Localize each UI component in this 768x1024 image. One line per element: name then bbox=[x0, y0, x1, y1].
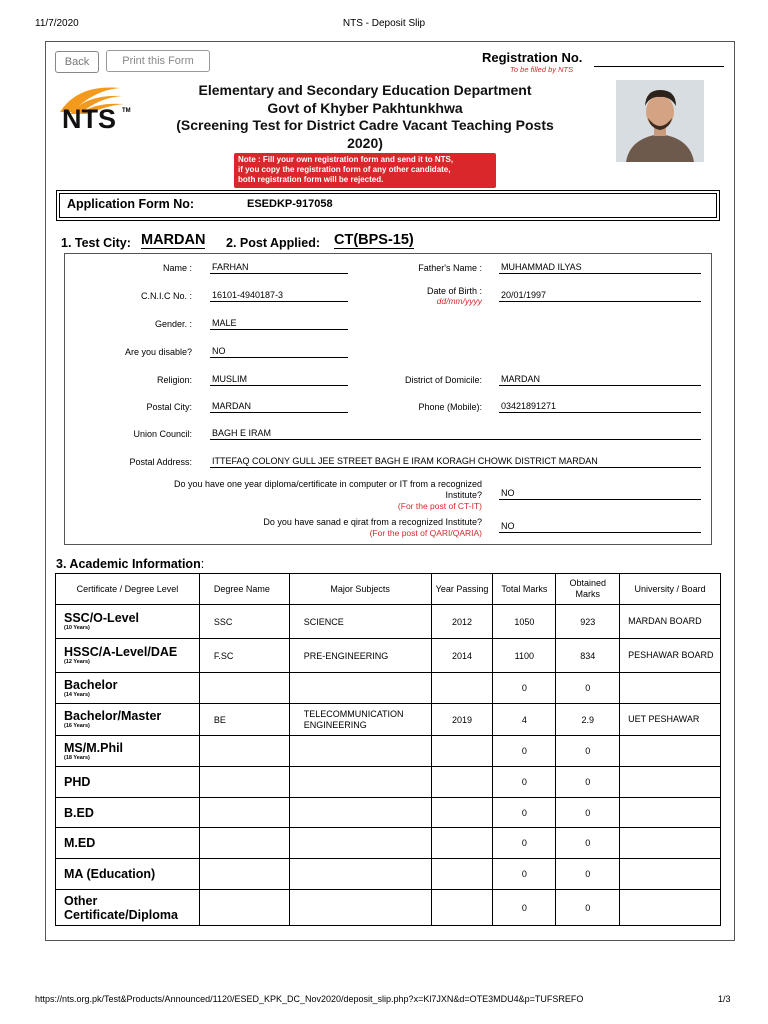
year-passing-cell bbox=[431, 736, 493, 767]
applicant-photo-avatar-icon bbox=[616, 80, 704, 162]
header-certificate: Certificate / Degree Level bbox=[56, 574, 200, 605]
certificate-years: (18 Years) bbox=[64, 754, 90, 761]
gender-field: MALE bbox=[210, 317, 348, 330]
certificate-level-cell bbox=[56, 605, 200, 639]
certificate-level-cell bbox=[56, 704, 200, 736]
header-total-marks: Total Marks bbox=[493, 574, 556, 605]
total-marks-cell: 0 bbox=[493, 673, 556, 704]
year-passing-cell bbox=[431, 673, 493, 704]
certificate-level-cell bbox=[56, 859, 200, 890]
year-passing-cell: 2014 bbox=[431, 639, 493, 673]
year-passing-cell bbox=[431, 890, 493, 926]
total-marks-cell: 4 bbox=[493, 704, 556, 736]
year-passing-cell bbox=[431, 798, 493, 828]
print-date: 11/7/2020 bbox=[35, 18, 79, 29]
major-subjects-cell bbox=[289, 798, 431, 828]
it-question-line-2: Institute? bbox=[445, 490, 482, 500]
obtained-marks-cell: 0 bbox=[556, 673, 620, 704]
degree-name-cell bbox=[199, 828, 289, 859]
total-marks-cell: 0 bbox=[493, 798, 556, 828]
degree-name-cell bbox=[199, 859, 289, 890]
certificate-level-cell bbox=[56, 736, 200, 767]
certificate-level-label: HSSC/A-Level/DAE bbox=[64, 645, 178, 659]
page-url: https://nts.org.pk/Test&Products/Announced/1120/ESED_KPK_DC_Nov2020/deposit_slip.php?x=Kl7JXN&d=OTE3MDU4&p=TUFSREFO bbox=[35, 994, 584, 1004]
total-marks-cell: 0 bbox=[493, 859, 556, 890]
obtained-marks-cell: 0 bbox=[556, 859, 620, 890]
university-board-cell bbox=[620, 798, 721, 828]
academic-row bbox=[56, 673, 721, 704]
total-marks-cell: 0 bbox=[493, 890, 556, 926]
religion-label: Religion: bbox=[156, 375, 192, 385]
copy-warning-note bbox=[234, 153, 496, 188]
disable-field: NO bbox=[210, 345, 348, 358]
university-board-cell bbox=[620, 890, 721, 926]
major-subjects-cell bbox=[289, 828, 431, 859]
major-subjects-cell bbox=[289, 890, 431, 926]
domicile-label: District of Domicile: bbox=[404, 375, 482, 385]
academic-row bbox=[56, 767, 721, 798]
religion-field: MUSLIM bbox=[210, 373, 348, 386]
degree-name-cell bbox=[199, 890, 289, 926]
header-year-passing: Year Passing bbox=[431, 574, 493, 605]
nts-logo-text: NTS bbox=[62, 104, 116, 134]
obtained-marks-cell: 0 bbox=[556, 828, 620, 859]
header-obtained-marks: Obtained Marks bbox=[556, 574, 620, 605]
academic-table bbox=[55, 573, 721, 926]
university-board-cell bbox=[620, 767, 721, 798]
name-field: FARHAN bbox=[210, 261, 348, 274]
gender-label: Gender. : bbox=[154, 319, 192, 329]
university-board-cell bbox=[620, 673, 721, 704]
university-board-cell bbox=[620, 736, 721, 767]
form-title bbox=[150, 82, 580, 152]
union-council-label: Union Council: bbox=[133, 429, 192, 439]
back-button[interactable]: Back bbox=[55, 51, 99, 73]
total-marks-cell: 1100 bbox=[493, 639, 556, 673]
certificate-level-label: PHD bbox=[64, 775, 91, 789]
degree-name-cell: BE bbox=[199, 704, 289, 736]
obtained-marks-cell: 834 bbox=[556, 639, 620, 673]
page-tab-title: NTS - Deposit Slip bbox=[342, 18, 426, 29]
union-council-field: BAGH E IRAM bbox=[210, 427, 701, 440]
certificate-level-label: MA (Education) bbox=[64, 867, 156, 881]
postal-city-label: Postal City: bbox=[146, 402, 192, 412]
university-board-cell: UET PESHAWAR bbox=[620, 704, 721, 736]
university-board-cell bbox=[620, 859, 721, 890]
qirat-answer-field: NO bbox=[499, 520, 701, 533]
qirat-question-note: (For the post of QARI/QARIA) bbox=[369, 528, 482, 538]
dob-label: Date of Birth : bbox=[426, 286, 482, 296]
certificate-level-label: B.ED bbox=[64, 805, 94, 820]
degree-name-cell: F.SC bbox=[199, 639, 289, 673]
year-passing-cell bbox=[431, 828, 493, 859]
phone-label: Phone (Mobile): bbox=[418, 402, 482, 412]
phone-field: 03421891271 bbox=[499, 400, 701, 413]
certificate-level-cell bbox=[56, 673, 200, 704]
test-city-value: MARDAN bbox=[141, 232, 206, 248]
note-line-3: both registration form will be rejected. bbox=[238, 175, 384, 184]
postal-address-label: Postal Address: bbox=[129, 457, 192, 467]
disable-label: Are you disable? bbox=[124, 347, 192, 357]
obtained-marks-cell: 0 bbox=[556, 736, 620, 767]
major-subjects-cell bbox=[289, 767, 431, 798]
cnic-label: C.N.I.C No. : bbox=[140, 291, 192, 301]
academic-row bbox=[56, 859, 721, 890]
dob-format-hint: dd/mm/yyyy bbox=[436, 296, 482, 306]
certificate-level-label: M.ED bbox=[64, 836, 96, 850]
certificate-level-cell bbox=[56, 639, 200, 673]
header-degree-name: Degree Name bbox=[199, 574, 289, 605]
post-applied-label: 2. Post Applied: bbox=[226, 236, 320, 250]
total-marks-cell: 0 bbox=[493, 736, 556, 767]
major-subjects-cell bbox=[289, 673, 431, 704]
total-marks-cell: 1050 bbox=[493, 605, 556, 639]
obtained-marks-cell: 0 bbox=[556, 798, 620, 828]
post-applied-value: CT(BPS-15) bbox=[334, 232, 414, 248]
print-button[interactable]: Print this Form bbox=[106, 50, 210, 72]
name-label: Name : bbox=[162, 263, 192, 273]
year-passing-cell: 2019 bbox=[431, 704, 493, 736]
degree-name-cell bbox=[199, 736, 289, 767]
note-line-1: Note : Fill your own registration form and send it to NTS, bbox=[238, 155, 454, 164]
year-passing-cell bbox=[431, 767, 493, 798]
postal-city-field: MARDAN bbox=[210, 400, 348, 413]
certificate-level-cell bbox=[56, 828, 200, 859]
certificate-years: (14 Years) bbox=[64, 691, 90, 698]
cnic-field: 16101-4940187-3 bbox=[210, 289, 348, 302]
academic-row bbox=[56, 605, 721, 639]
academic-header-row bbox=[56, 574, 721, 605]
registration-sublabel: To be filled by NTS bbox=[510, 65, 574, 74]
major-subjects-cell bbox=[289, 736, 431, 767]
academic-row bbox=[56, 798, 721, 828]
father-name-field: MUHAMMAD ILYAS bbox=[499, 261, 701, 274]
university-board-cell: MARDAN BOARD bbox=[620, 605, 721, 639]
page-number: 1/3 bbox=[718, 994, 731, 1004]
postal-address-field: ITTEFAQ COLONY GULL JEE STREET BAGH E IRAM KORAGH CHOWK DISTRICT MARDAN bbox=[210, 455, 701, 468]
application-box bbox=[56, 190, 720, 221]
certificate-level-cell bbox=[56, 767, 200, 798]
major-subjects-cell bbox=[289, 859, 431, 890]
total-marks-cell: 0 bbox=[493, 828, 556, 859]
note-line-2: if you copy the registration form of any other candidate, bbox=[238, 165, 451, 174]
year-passing-cell: 2012 bbox=[431, 605, 493, 639]
degree-name-cell bbox=[199, 798, 289, 828]
certificate-years: (12 Years) bbox=[64, 659, 90, 665]
certificate-level-cell bbox=[56, 890, 200, 926]
domicile-field: MARDAN bbox=[499, 373, 701, 386]
title-line-4: 2020) bbox=[347, 134, 383, 151]
header-major-subjects: Major Subjects bbox=[289, 574, 431, 605]
certificate-level-cell bbox=[56, 798, 200, 828]
certificate-level-label: SSC/O-Level bbox=[64, 611, 140, 625]
nts-logo-tm: TM bbox=[122, 108, 131, 114]
obtained-marks-cell: 0 bbox=[556, 890, 620, 926]
certificate-level-label: Bachelor/Master bbox=[64, 709, 162, 723]
year-passing-cell bbox=[431, 859, 493, 890]
academic-heading: 3. Academic Information: bbox=[56, 557, 205, 571]
nts-logo bbox=[54, 82, 144, 136]
total-marks-cell: 0 bbox=[493, 767, 556, 798]
it-question-line-1: Do you have one year diploma/certificate in computer or IT from a recognized bbox=[174, 479, 482, 489]
application-label: Application Form No: bbox=[67, 197, 195, 211]
dob-field: 20/01/1997 bbox=[499, 289, 701, 302]
it-question-note: (For the post of CT-IT) bbox=[397, 501, 482, 511]
obtained-marks-cell: 0 bbox=[556, 767, 620, 798]
major-subjects-cell: PRE-ENGINEERING bbox=[289, 639, 431, 673]
certificate-years: (16 Years) bbox=[64, 723, 90, 729]
degree-name-cell bbox=[199, 673, 289, 704]
degree-name-cell bbox=[199, 767, 289, 798]
obtained-marks-cell: 2.9 bbox=[556, 704, 620, 736]
university-board-cell: PESHAWAR BOARD bbox=[620, 639, 721, 673]
major-subjects-cell: TELECOMMUNICATION ENGINEERING bbox=[289, 704, 431, 736]
qirat-question: Do you have sanad e qirat from a recognized Institute? bbox=[263, 517, 482, 527]
certificate-level-label: Other Certificate/Diploma bbox=[64, 893, 178, 922]
academic-row bbox=[56, 890, 721, 926]
certificate-level-label: MS/M.Phil bbox=[64, 740, 124, 755]
university-board-cell bbox=[620, 828, 721, 859]
application-number: ESEDKP-917058 bbox=[247, 198, 333, 210]
it-answer-field: NO bbox=[499, 487, 701, 500]
registration-field[interactable] bbox=[594, 66, 724, 67]
academic-row bbox=[56, 828, 721, 859]
father-name-label: Father's Name : bbox=[418, 263, 482, 273]
title-line-1: Elementary and Secondary Education Department bbox=[198, 82, 532, 98]
test-city-label: 1. Test City: bbox=[61, 236, 131, 250]
certificate-years: (10 Years) bbox=[64, 625, 90, 631]
academic-row bbox=[56, 704, 721, 736]
certificate-level-label: Bachelor bbox=[64, 677, 118, 692]
title-line-3: (Screening Test for District Cadre Vacant Teaching Posts bbox=[176, 117, 554, 133]
academic-row bbox=[56, 736, 721, 767]
major-subjects-cell: SCIENCE bbox=[289, 605, 431, 639]
academic-row bbox=[56, 639, 721, 673]
degree-name-cell: SSC bbox=[199, 605, 289, 639]
obtained-marks-cell: 923 bbox=[556, 605, 620, 639]
header-university-board: University / Board bbox=[620, 574, 721, 605]
title-line-2: Govt of Khyber Pakhtunkhwa bbox=[267, 99, 463, 116]
applicant-photo bbox=[616, 80, 704, 162]
registration-label: Registration No. bbox=[482, 50, 583, 65]
